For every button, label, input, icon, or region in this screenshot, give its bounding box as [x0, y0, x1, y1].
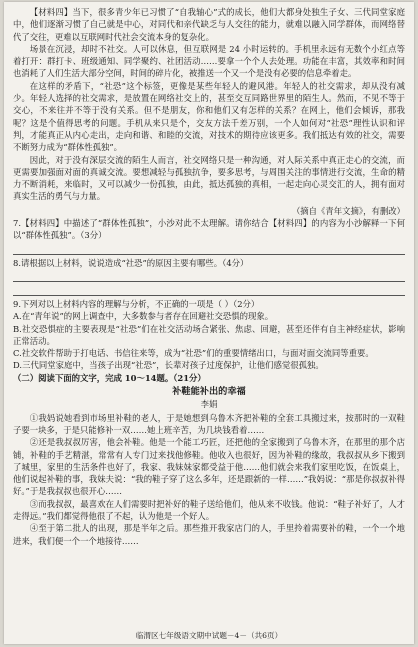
material4-paragraph: 【材料四】当下，很多青少年已习惯了“自我轴心”式的成长，他们大都身处独生子女、三代同堂家庭中，他们逐渐习惯了自己就是中心，对同代和亲代缺乏与人交往的能力，就难以融入同学群体，而网络替代了交往，更难以互联网时代社会交流本身的复杂化。	[13, 7, 405, 42]
article-title: 补鞋能补出的幸福	[172, 386, 246, 398]
page-content	[4, 2, 414, 547]
answer-line[interactable]	[13, 243, 405, 255]
article-paragraph: ④至于第二批人的出现，那是半年之后。那些推开我家店门的人，手里拎着需要补的鞋，一个一个地进来，我们便一个一个地接待……	[13, 523, 405, 546]
article-paragraph: ③而我叔叔，最喜欢在人们需要时把补好的鞋子送给他们，他从来不收钱。他说：“鞋子补好了，人才走得远。”我们都觉得他很了不起，认为他是一个好人。	[13, 498, 405, 521]
exam-page	[4, 2, 414, 644]
question-7: 7.【材料四】中描述了“群体性孤独”，小沙对此不太理解。请你结合【材料四】的内容为小沙解释一下何以“群体性孤独”。（3分）	[13, 218, 405, 241]
question-9: 9.下列对以上材料内容的理解与分析，不正确的一项是（ ）（2分）	[13, 298, 260, 309]
answer-line[interactable]	[13, 270, 405, 282]
question-9-option-b: B.社交恐惧症的主要表现是“社恐”们在社交活动场合紧张、焦虑、回避，甚至还伴有自主神经症状，影响正常活动。	[13, 323, 405, 346]
question-9-option-a: A.在“青年说”的网上调查中，大多数参与者存在回避社交恐惧的现象。	[13, 311, 274, 322]
article-author: 李娟	[200, 399, 218, 410]
material4-paragraph: 场景在沉浸，却时不社交。人可以休息，但互联网是 24 小时运转的。手机里永远有无数个小红点等着打开：群打卡、班级通知、同学聚约、社团活动……要拿一个个人去处理。功能在丰富，其效率和时间也消耗了人们生活大部分空间，时间的碎片化，被推送一个又一个是没有必要的信息牵着走。	[13, 43, 405, 79]
material4-paragraph: 在这样的矛盾下，“社恐”这个标签，更像是某些年轻人的避风港。年轻人的社交需求，却从没有减少。年轻人选择的社交需求，是放置在网络社交上的，甚至交互同路世界里的陌生人。然而，不见不等于交心，不来往并不等于没有关系。但不是朋友，你和他们又有怎样的关系？在网上，他们会倾诉，那我呢？这是个值得思考的问题。手机从来只是个，交友方法千差万别，一个人如何对“社恐”理性认识和评判，才能真正从内心走出，走向和谐、和睦的交流，对技术的期待应该更多。我们抵达有效的社交，需要不断努力成为“群体性孤独”。	[13, 80, 405, 153]
section-heading: （二）阅读下面的文字，完成 10～14题。（21分）	[13, 372, 206, 383]
article-paragraph: ①我妈说她看到市场里补鞋的老人，于是她想到乌鲁木齐把补鞋的全套工具搬过来，按那时的一双鞋子要一块多，于是只能修补一双……她上班辛苦，为几块钱看着……	[13, 412, 405, 435]
article-paragraph: ②还是我叔叔厉害，他会补鞋。他是一个能工巧匠，还把他的全家搬到了乌鲁木齐，在那里的那个店铺，补鞋的手艺精湛，常常有人专门过来找他修鞋。他收入也很好，因为补鞋的缘故，我叔叔从乡下搬到了城里，家里的生活条件也好了，我家、我妹妹家都受益于他……他们就会来我们家里吃饭，在饭桌上，他们说起补鞋的事，我妹夫说：“我的鞋子穿了这么多年，还是跟新的一样……”我妈说：“那是你叔叔补得好。”于是我叔叔也很开心……	[13, 437, 405, 497]
question-9-option-d: D.三代同堂家庭中，当孩子出现“社恐”，长辈对孩子过度保护，让他们感觉很孤独。	[13, 360, 324, 371]
material4-paragraph: 因此，对于没有深层交流的陌生人而言，社交网络只是一种沟通，对人际关系中真正走心的交流，而更需要加强面对面的真诚交流。要想减轻与孤独抗争，要多思考，与周围关注的事情进行交流，生命的精力不断消耗，来临时，又可以减少一份孤独，由此，抵达孤独的真相，一起走向心灵交汇的人，拥有面对真实生活的勇气与力量。	[13, 154, 405, 202]
question-8: 8.请根据以上材料，说说造成“社恐”的原因主要有哪些。（4分）	[13, 257, 249, 268]
question-9-option-c: C.社交软件帮助于打电话、书信往来等，成为“社恐”们的重要情绪出口，与面对面交流同等重要。	[13, 348, 374, 359]
material4-source: （摘自《青年文摘》，有删改）	[291, 205, 405, 216]
page-footer: 临渭区七年级语文期中试题－4－（共6页）	[135, 631, 283, 640]
answer-line[interactable]	[13, 284, 405, 296]
